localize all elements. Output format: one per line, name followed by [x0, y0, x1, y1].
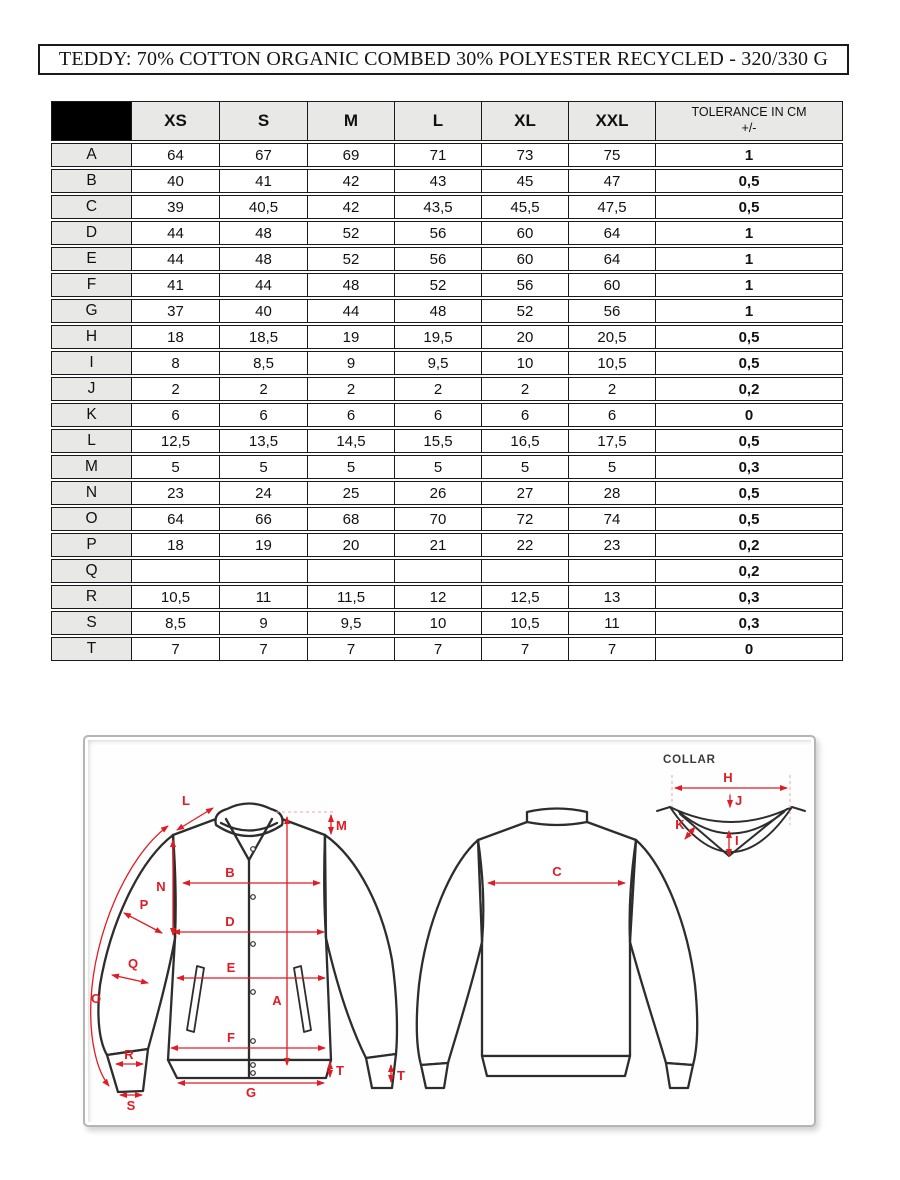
- front-right-sleeve: [325, 835, 397, 1058]
- table-row: [51, 637, 843, 661]
- size-value-cell: 56: [482, 273, 569, 297]
- size-value-cell: 6: [132, 403, 220, 427]
- corner-cell: [51, 101, 132, 141]
- collar-detail-title: COLLAR: [663, 754, 716, 766]
- size-value-cell: 6: [395, 403, 482, 427]
- row-label: G: [51, 299, 132, 323]
- size-value-cell: 9: [308, 351, 395, 375]
- tolerance-cell: 0,5: [656, 325, 843, 349]
- row-label: K: [51, 403, 132, 427]
- table-row: [51, 429, 843, 453]
- size-value-cell: 28: [569, 481, 656, 505]
- size-value-cell: 2: [220, 377, 308, 401]
- col-header-s: S: [220, 101, 308, 141]
- size-value-cell: 26: [395, 481, 482, 505]
- table-row: [51, 221, 843, 245]
- table-row: [51, 195, 843, 219]
- size-value-cell: 44: [308, 299, 395, 323]
- size-value-cell: 7: [569, 637, 656, 661]
- table-row: [51, 559, 843, 583]
- size-value-cell: 70: [395, 507, 482, 531]
- size-value-cell: 48: [220, 221, 308, 245]
- size-value-cell: 17,5: [569, 429, 656, 453]
- back-hem-band: [482, 1056, 630, 1076]
- row-label: T: [51, 637, 132, 661]
- tolerance-cell: 1: [656, 143, 843, 167]
- size-value-cell: [395, 559, 482, 583]
- measure-label-P: P: [139, 897, 149, 912]
- size-value-cell: 69: [308, 143, 395, 167]
- size-value-cell: 21: [395, 533, 482, 557]
- tolerance-cell: 0,5: [656, 195, 843, 219]
- size-value-cell: 47,5: [569, 195, 656, 219]
- size-value-cell: 60: [482, 221, 569, 245]
- row-label: P: [51, 533, 132, 557]
- size-value-cell: 2: [395, 377, 482, 401]
- row-label: Q: [51, 559, 132, 583]
- back-right-sleeve: [630, 840, 697, 1065]
- size-value-cell: 41: [132, 273, 220, 297]
- size-value-cell: 60: [569, 273, 656, 297]
- tolerance-header-line1: TOLERANCE IN CM: [691, 105, 807, 120]
- tolerance-cell: 0,3: [656, 455, 843, 479]
- size-value-cell: 2: [569, 377, 656, 401]
- tolerance-cell: 0: [656, 403, 843, 427]
- size-value-cell: 2: [482, 377, 569, 401]
- size-value-cell: 52: [482, 299, 569, 323]
- measure-label-K: K: [675, 817, 685, 832]
- table-row: [51, 325, 843, 349]
- size-value-cell: 43,5: [395, 195, 482, 219]
- size-value-cell: 47: [569, 169, 656, 193]
- measure-label-N: N: [156, 879, 166, 894]
- col-header-tolerance: [656, 101, 843, 141]
- size-value-cell: 40,5: [220, 195, 308, 219]
- size-value-cell: [220, 559, 308, 583]
- tolerance-cell: 0,3: [656, 585, 843, 609]
- size-value-cell: 24: [220, 481, 308, 505]
- size-value-cell: 10: [395, 611, 482, 635]
- tolerance-cell: 1: [656, 299, 843, 323]
- size-value-cell: 37: [132, 299, 220, 323]
- size-value-cell: 52: [395, 273, 482, 297]
- size-value-cell: 13: [569, 585, 656, 609]
- measure-label-S: S: [126, 1098, 136, 1113]
- size-value-cell: 56: [395, 247, 482, 271]
- size-value-cell: 48: [395, 299, 482, 323]
- measure-label-B: B: [225, 865, 235, 880]
- row-label: O: [51, 507, 132, 531]
- size-value-cell: 39: [132, 195, 220, 219]
- tolerance-cell: 1: [656, 247, 843, 271]
- tolerance-cell: 0,5: [656, 429, 843, 453]
- size-value-cell: 6: [308, 403, 395, 427]
- size-value-cell: 20: [482, 325, 569, 349]
- front-left-sleeve: [98, 835, 175, 1055]
- size-value-cell: 64: [132, 507, 220, 531]
- size-value-cell: 44: [132, 221, 220, 245]
- measure-G: [178, 1083, 324, 1100]
- col-header-l: L: [395, 101, 482, 141]
- size-value-cell: 6: [220, 403, 308, 427]
- row-label: M: [51, 455, 132, 479]
- tolerance-cell: 0,2: [656, 533, 843, 557]
- size-value-cell: 11: [569, 611, 656, 635]
- tolerance-header-line2: +/-: [741, 121, 757, 135]
- measure-S: [120, 1095, 142, 1113]
- col-header-xxl: XXL: [569, 101, 656, 141]
- measure-label-F: F: [227, 1030, 235, 1045]
- size-table: [51, 99, 843, 663]
- row-label: N: [51, 481, 132, 505]
- size-value-cell: 6: [482, 403, 569, 427]
- row-label: D: [51, 221, 132, 245]
- size-value-cell: 27: [482, 481, 569, 505]
- measure-label-C: C: [552, 864, 562, 879]
- size-value-cell: 2: [308, 377, 395, 401]
- size-value-cell: 5: [482, 455, 569, 479]
- table-row: [51, 455, 843, 479]
- size-value-cell: 9: [220, 611, 308, 635]
- col-header-m: M: [308, 101, 395, 141]
- measure-label-D: D: [225, 914, 235, 929]
- size-value-cell: 13,5: [220, 429, 308, 453]
- row-label: S: [51, 611, 132, 635]
- size-value-cell: 74: [569, 507, 656, 531]
- size-value-cell: 7: [220, 637, 308, 661]
- size-value-cell: 71: [395, 143, 482, 167]
- size-value-cell: [569, 559, 656, 583]
- measure-label-G: G: [245, 1085, 257, 1100]
- size-value-cell: 5: [395, 455, 482, 479]
- size-value-cell: 67: [220, 143, 308, 167]
- page-title: TEDDY: 70% COTTON ORGANIC COMBED 30% POLYESTER RECYCLED - 320/330 G: [58, 48, 829, 70]
- size-value-cell: [308, 559, 395, 583]
- size-value-cell: 19: [220, 533, 308, 557]
- size-value-cell: 48: [308, 273, 395, 297]
- size-value-cell: 23: [569, 533, 656, 557]
- size-value-cell: 18: [132, 325, 220, 349]
- jacket-back-view: [417, 809, 697, 1089]
- size-value-cell: 12,5: [132, 429, 220, 453]
- tolerance-cell: 1: [656, 273, 843, 297]
- size-value-cell: 6: [569, 403, 656, 427]
- size-value-cell: 10,5: [569, 351, 656, 375]
- size-value-cell: 19: [308, 325, 395, 349]
- measure-label-I: I: [735, 833, 739, 848]
- size-value-cell: 52: [308, 247, 395, 271]
- size-value-cell: 14,5: [308, 429, 395, 453]
- size-value-cell: 64: [569, 221, 656, 245]
- measure-label-O: O: [90, 991, 102, 1006]
- size-value-cell: 22: [482, 533, 569, 557]
- size-value-cell: [132, 559, 220, 583]
- size-value-cell: 9,5: [308, 611, 395, 635]
- row-label: H: [51, 325, 132, 349]
- table-row: [51, 533, 843, 557]
- table-row: [51, 585, 843, 609]
- size-value-cell: 40: [220, 299, 308, 323]
- size-value-cell: 9,5: [395, 351, 482, 375]
- size-value-cell: 43: [395, 169, 482, 193]
- size-value-cell: 23: [132, 481, 220, 505]
- measure-H: [675, 770, 787, 788]
- tolerance-cell: 0: [656, 637, 843, 661]
- size-value-cell: 45: [482, 169, 569, 193]
- size-value-cell: 7: [395, 637, 482, 661]
- table-row: [51, 351, 843, 375]
- back-left-sleeve: [417, 840, 482, 1065]
- size-value-cell: 20: [308, 533, 395, 557]
- size-value-cell: 10: [482, 351, 569, 375]
- measure-label-A: A: [272, 993, 282, 1008]
- table-row: [51, 377, 843, 401]
- size-value-cell: 68: [308, 507, 395, 531]
- measure-label-M: M: [336, 818, 347, 833]
- row-label: F: [51, 273, 132, 297]
- size-value-cell: 10,5: [132, 585, 220, 609]
- tolerance-cell: 0,5: [656, 351, 843, 375]
- measure-T-hem: [330, 1062, 344, 1078]
- table-row: [51, 299, 843, 323]
- measure-label-R: R: [124, 1047, 134, 1062]
- measure-J: [730, 793, 742, 808]
- size-value-cell: 56: [569, 299, 656, 323]
- size-value-cell: 64: [569, 247, 656, 271]
- size-value-cell: 7: [132, 637, 220, 661]
- table-row: [51, 247, 843, 271]
- table-row: [51, 507, 843, 531]
- size-value-cell: 15,5: [395, 429, 482, 453]
- size-value-cell: 5: [569, 455, 656, 479]
- size-value-cell: 5: [220, 455, 308, 479]
- col-header-xs: XS: [132, 101, 220, 141]
- back-body-outline: [478, 818, 636, 1056]
- size-value-cell: 12: [395, 585, 482, 609]
- size-value-cell: 52: [308, 221, 395, 245]
- size-value-cell: 64: [132, 143, 220, 167]
- measure-label-T-cuff: T: [397, 1068, 405, 1083]
- row-label: B: [51, 169, 132, 193]
- size-value-cell: 11: [220, 585, 308, 609]
- size-value-cell: 42: [308, 169, 395, 193]
- back-right-cuff: [666, 1063, 693, 1088]
- table-row: [51, 143, 843, 167]
- row-label: C: [51, 195, 132, 219]
- measure-label-H: H: [723, 770, 733, 785]
- table-row: [51, 403, 843, 427]
- size-value-cell: 41: [220, 169, 308, 193]
- back-left-cuff: [421, 1063, 448, 1088]
- measure-label-E: E: [226, 960, 236, 975]
- size-value-cell: 40: [132, 169, 220, 193]
- title-banner: [38, 44, 849, 75]
- size-value-cell: 19,5: [395, 325, 482, 349]
- row-label: E: [51, 247, 132, 271]
- size-value-cell: 60: [482, 247, 569, 271]
- row-label: L: [51, 429, 132, 453]
- size-table-header-row: [51, 101, 843, 141]
- size-value-cell: 11,5: [308, 585, 395, 609]
- size-value-cell: 7: [482, 637, 569, 661]
- tolerance-cell: 0,5: [656, 507, 843, 531]
- size-value-cell: 10,5: [482, 611, 569, 635]
- size-value-cell: 45,5: [482, 195, 569, 219]
- size-value-cell: 44: [220, 273, 308, 297]
- size-value-cell: 18,5: [220, 325, 308, 349]
- size-value-cell: 7: [308, 637, 395, 661]
- size-value-cell: 5: [132, 455, 220, 479]
- size-value-cell: 20,5: [569, 325, 656, 349]
- size-table-body: [51, 143, 843, 661]
- size-value-cell: 25: [308, 481, 395, 505]
- size-value-cell: 18: [132, 533, 220, 557]
- size-value-cell: 75: [569, 143, 656, 167]
- row-label: J: [51, 377, 132, 401]
- measure-M: [331, 815, 347, 834]
- row-label: A: [51, 143, 132, 167]
- size-value-cell: 16,5: [482, 429, 569, 453]
- tolerance-cell: 0,2: [656, 559, 843, 583]
- size-value-cell: 8: [132, 351, 220, 375]
- size-value-cell: [482, 559, 569, 583]
- table-row: [51, 273, 843, 297]
- row-label: R: [51, 585, 132, 609]
- size-value-cell: 48: [220, 247, 308, 271]
- size-value-cell: 8,5: [220, 351, 308, 375]
- table-row: [51, 169, 843, 193]
- size-value-cell: 8,5: [132, 611, 220, 635]
- table-row: [51, 611, 843, 635]
- back-collar-band: [527, 809, 587, 826]
- size-value-cell: 56: [395, 221, 482, 245]
- tolerance-cell: 1: [656, 221, 843, 245]
- size-value-cell: 42: [308, 195, 395, 219]
- technical-drawing-svg: [80, 735, 820, 1131]
- jacket-front-view: [98, 804, 397, 1093]
- size-value-cell: 12,5: [482, 585, 569, 609]
- size-value-cell: 73: [482, 143, 569, 167]
- measure-label-J: J: [735, 793, 743, 808]
- row-label: I: [51, 351, 132, 375]
- measure-label-L: L: [182, 793, 190, 808]
- measure-label-Q: Q: [127, 956, 139, 971]
- size-value-cell: 5: [308, 455, 395, 479]
- size-value-cell: 66: [220, 507, 308, 531]
- size-value-cell: 2: [132, 377, 220, 401]
- tolerance-cell: 0,2: [656, 377, 843, 401]
- tolerance-cell: 0,3: [656, 611, 843, 635]
- col-header-xl: XL: [482, 101, 569, 141]
- size-value-cell: 44: [132, 247, 220, 271]
- tolerance-cell: 0,5: [656, 481, 843, 505]
- tolerance-cell: 0,5: [656, 169, 843, 193]
- measure-label-T-hem: T: [336, 1063, 344, 1078]
- size-value-cell: 72: [482, 507, 569, 531]
- table-row: [51, 481, 843, 505]
